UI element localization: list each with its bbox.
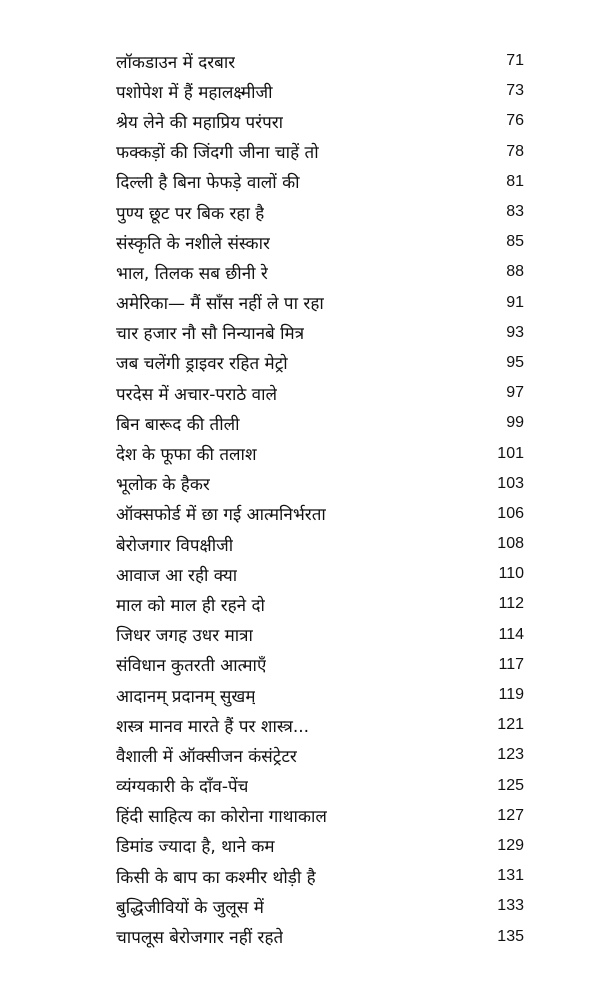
- toc-entry-title: जब चलेंगी ड्राइवर रहित मेट्रो: [116, 354, 288, 375]
- toc-entry-title: वैशाली में ऑक्सीजन कंसंट्रेटर: [116, 746, 297, 767]
- toc-entry-title: लॉकडाउन में दरबार: [116, 52, 236, 73]
- toc-entry-title: फक्कड़ों की जिंदगी जीना चाहें तो: [116, 143, 319, 164]
- toc-entry: [116, 831, 524, 861]
- toc-entry-page: 99: [506, 414, 524, 432]
- toc-entry: [116, 438, 524, 468]
- toc-entry-page: 112: [498, 595, 524, 613]
- toc-entry-title: देश के फूफा की तलाश: [116, 445, 257, 466]
- toc-entry-title: जिधर जगह उधर मात्रा: [116, 626, 253, 647]
- toc-entry-page: 133: [497, 897, 524, 915]
- toc-entry-page: 119: [498, 686, 524, 704]
- toc-entry-page: 71: [506, 52, 524, 70]
- toc-entry-title: भाल, तिलक सब छीनी रे: [116, 263, 268, 284]
- toc-entry: [116, 197, 524, 227]
- toc-entry: [116, 167, 524, 197]
- toc-entry: [116, 288, 524, 318]
- toc-entry: [116, 801, 524, 831]
- toc-entry-title: संस्कृति के नशीले संस्कार: [116, 233, 270, 254]
- toc-entry-title: माल को माल ही रहने दो: [116, 595, 265, 616]
- toc-entry: [116, 861, 524, 891]
- toc-entry-title: आवाज आ रही क्या: [116, 565, 238, 586]
- toc-entry-title: आदानम् प्रदानम् सुखम्: [116, 686, 256, 707]
- toc-entry: [116, 469, 524, 499]
- toc-entry: [116, 740, 524, 770]
- toc-entry: [116, 529, 524, 559]
- toc-entry: [116, 589, 524, 619]
- toc-entry-page: 121: [497, 716, 524, 734]
- toc-entry: [116, 921, 524, 951]
- toc-entry-title: संविधान कुतरती आत्माएँ: [116, 656, 267, 677]
- toc-entry-page: 129: [497, 836, 524, 854]
- toc-entry: [116, 137, 524, 167]
- toc-entry-title: डिमांड ज्यादा है, थाने कम: [116, 837, 275, 858]
- toc-entry-title: बुद्धिजीवियों के जुलूस में: [116, 897, 264, 918]
- toc-entry-title: हिंदी साहित्य का कोरोना गाथाकाल: [116, 807, 327, 828]
- toc-entry: [116, 620, 524, 650]
- toc-entry-title: शस्त्र मानव मारते हैं पर शास्त्र...: [116, 716, 310, 737]
- toc-entry-page: 123: [497, 746, 524, 764]
- toc-entry: [116, 680, 524, 710]
- toc-entry-title: श्रेय लेने की महाप्रिय परंपरा: [116, 112, 284, 133]
- toc-entry-page: 81: [506, 172, 524, 190]
- toc-entry-title: चार हजार नौ सौ निन्यानबे मित्र: [116, 324, 305, 345]
- toc-entry: [116, 891, 524, 921]
- toc-entry: [116, 46, 524, 76]
- toc-entry-title: पुण्य छूट पर बिक रहा है: [116, 203, 265, 224]
- toc-entry-title: व्यंग्यकारी के दाँव-पेंच: [116, 777, 249, 798]
- toc-entry-page: 117: [498, 655, 524, 673]
- toc-entry-title: ऑक्सफोर्ड में छा गई आत्मनिर्भरता: [116, 505, 326, 526]
- toc-entry-page: 108: [497, 535, 524, 553]
- toc-entry: [116, 76, 524, 106]
- toc-entry: [116, 499, 524, 529]
- toc-entry: [116, 650, 524, 680]
- toc-entry: [116, 408, 524, 438]
- toc-entry-page: 83: [506, 203, 524, 221]
- toc-entry: [116, 559, 524, 589]
- toc-entry-page: 114: [498, 625, 524, 643]
- toc-entry: [116, 227, 524, 257]
- table-of-contents: [116, 46, 524, 952]
- toc-entry-title: भूलोक के हैकर: [116, 475, 210, 496]
- toc-entry-title: अमेरिका— मैं साँस नहीं ले पा रहा: [116, 294, 324, 315]
- toc-entry-page: 127: [497, 806, 524, 824]
- toc-entry-page: 97: [506, 384, 524, 402]
- toc-entry-page: 91: [506, 293, 524, 311]
- toc-entry: [116, 348, 524, 378]
- toc-entry-page: 95: [506, 353, 524, 371]
- toc-entry-page: 73: [506, 82, 524, 100]
- toc-entry-title: किसी के बाप का कश्मीर थोड़ी है: [116, 867, 316, 888]
- toc-entry: [116, 257, 524, 287]
- toc-entry-page: 85: [506, 233, 524, 251]
- toc-entry-page: 106: [497, 504, 524, 522]
- toc-entry-title: चापलूस बेरोजगार नहीं रहते: [116, 928, 284, 949]
- toc-entry-page: 110: [498, 565, 524, 583]
- toc-entry-title: दिल्ली है बिना फेफड़े वालों की: [116, 173, 300, 194]
- toc-entry-page: 135: [497, 927, 524, 945]
- toc-entry-page: 76: [506, 112, 524, 130]
- toc-entry-page: 101: [497, 444, 524, 462]
- toc-entry: [116, 710, 524, 740]
- toc-entry: [116, 771, 524, 801]
- toc-entry-page: 88: [506, 263, 524, 281]
- toc-entry-page: 78: [506, 142, 524, 160]
- toc-entry: [116, 318, 524, 348]
- toc-entry: [116, 106, 524, 136]
- toc-entry-title: पशोपेश में हैं महालक्ष्मीजी: [116, 82, 273, 103]
- toc-entry-page: 103: [497, 474, 524, 492]
- toc-entry-title: परदेस में अचार-पराठे वाले: [116, 384, 278, 405]
- toc-entry-title: बेरोजगार विपक्षीजी: [116, 535, 234, 556]
- toc-entry-page: 131: [497, 867, 524, 885]
- toc-entry-page: 93: [506, 323, 524, 341]
- toc-entry-title: बिन बारूद की तीली: [116, 414, 240, 435]
- toc-entry: [116, 378, 524, 408]
- toc-entry-page: 125: [497, 776, 524, 794]
